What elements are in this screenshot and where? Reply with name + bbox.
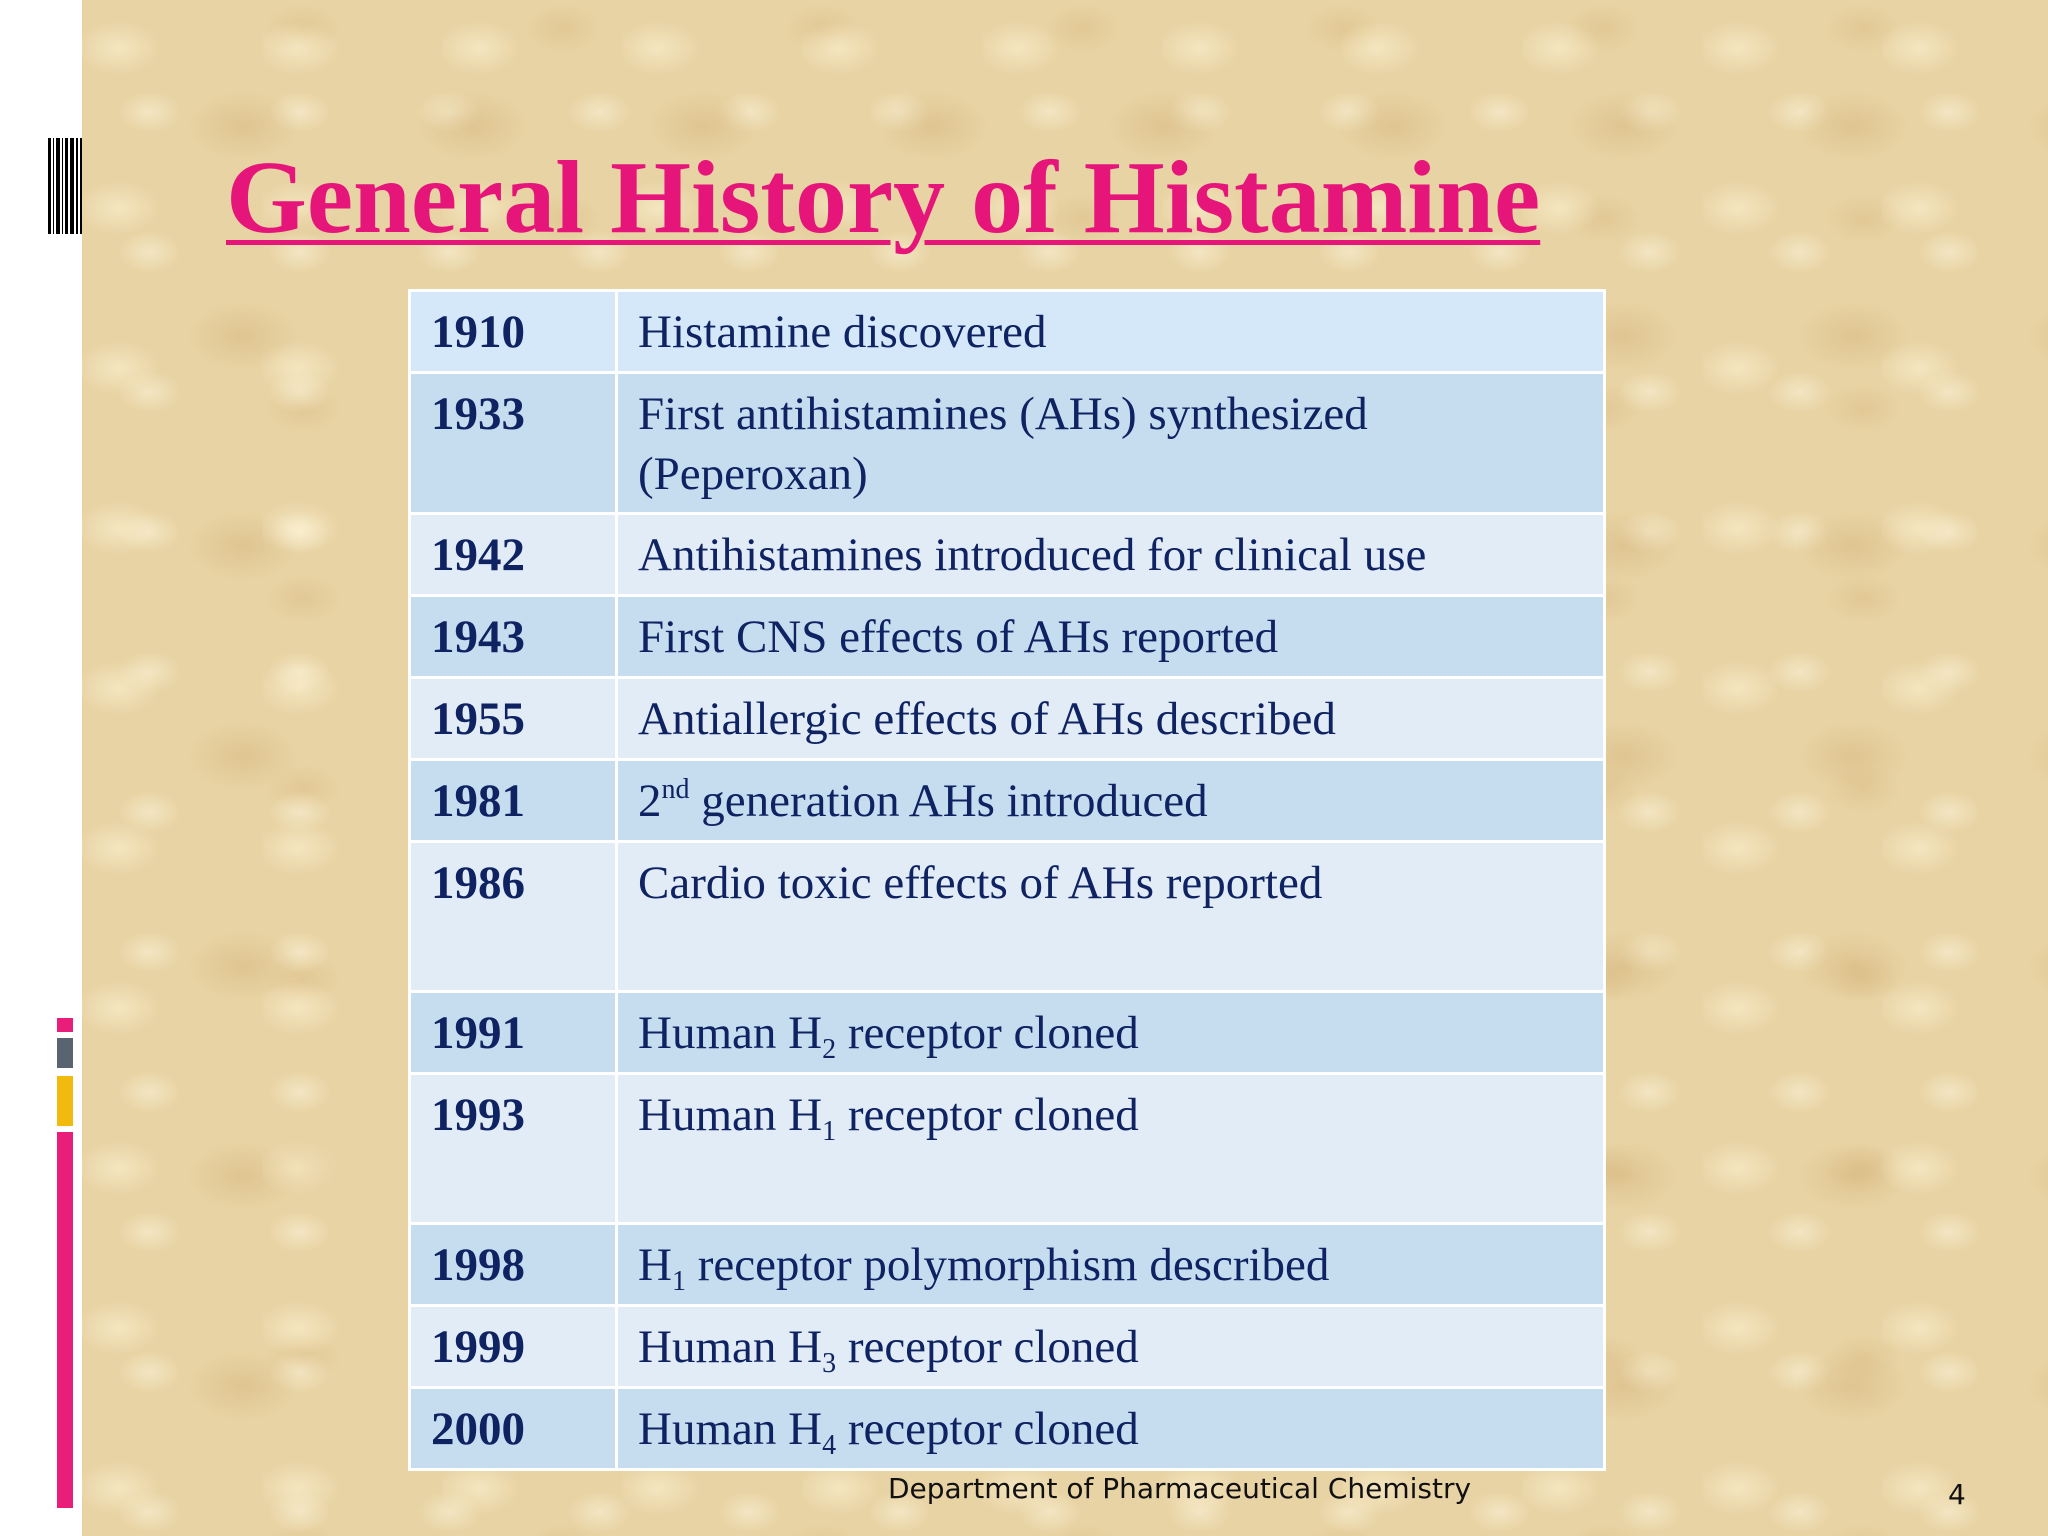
table-row — [410, 760, 1605, 842]
table-row — [410, 596, 1605, 678]
year-cell: 2000 — [410, 1388, 617, 1470]
event-cell — [617, 1388, 1605, 1470]
table-row — [410, 514, 1605, 596]
slide-title: General History of Histamine — [226, 140, 1541, 255]
event-text-post: receptor polymorphism described — [685, 1239, 1330, 1291]
event-text-pre: Human H — [638, 1007, 823, 1059]
event-text-pre: Human H — [638, 1321, 823, 1373]
year-cell: 1981 — [410, 760, 617, 842]
event-cell: First CNS effects of AHs reported — [617, 596, 1605, 678]
table-row — [410, 678, 1605, 760]
year-cell: 1955 — [410, 678, 617, 760]
event-text-post: receptor cloned — [836, 1007, 1139, 1059]
year-cell: 1993 — [410, 1074, 617, 1224]
accent-bar-pink-long — [57, 1132, 73, 1508]
year-cell: 1986 — [410, 842, 617, 992]
event-cell — [617, 1224, 1605, 1306]
event-text-pre: H — [638, 1239, 672, 1291]
event-cell — [617, 1074, 1605, 1224]
table-row — [410, 842, 1605, 992]
accent-bar-yellow — [57, 1076, 73, 1126]
event-cell — [617, 1306, 1605, 1388]
accent-bar-gray — [57, 1038, 73, 1068]
table-row — [410, 1388, 1605, 1470]
barcode-decoration — [48, 138, 82, 234]
page-number: 4 — [1948, 1478, 1966, 1511]
slide-footer: Department of Pharmaceutical Chemistry — [888, 1472, 1472, 1505]
receptor-subscript: 1 — [671, 1266, 686, 1297]
ordinal-suffix: nd — [661, 774, 690, 805]
year-cell: 1910 — [410, 291, 617, 373]
receptor-subscript: 2 — [822, 1034, 837, 1065]
event-cell — [617, 760, 1605, 842]
table-row — [410, 373, 1605, 514]
history-table — [408, 289, 1606, 1471]
event-text-post: receptor cloned — [836, 1089, 1139, 1141]
table-row — [410, 291, 1605, 373]
year-cell: 1943 — [410, 596, 617, 678]
event-text-post: receptor cloned — [836, 1403, 1139, 1455]
year-cell: 1999 — [410, 1306, 617, 1388]
accent-bar-pink-small — [57, 1018, 73, 1032]
table-row — [410, 1224, 1605, 1306]
year-cell: 1998 — [410, 1224, 617, 1306]
receptor-subscript: 1 — [822, 1116, 837, 1147]
event-text-post: receptor cloned — [836, 1321, 1139, 1373]
event-cell: Antihistamines introduced for clinical use — [617, 514, 1605, 596]
event-text-pre: 2 — [638, 775, 662, 827]
event-text-pre: Human H — [638, 1089, 823, 1141]
receptor-subscript: 3 — [822, 1348, 837, 1379]
year-cell: 1942 — [410, 514, 617, 596]
event-cell: First antihistamines (AHs) synthesized (Peperoxan) — [617, 373, 1605, 514]
table-row — [410, 1074, 1605, 1224]
year-cell: 1933 — [410, 373, 617, 514]
event-cell: Histamine discovered — [617, 291, 1605, 373]
year-cell: 1991 — [410, 992, 617, 1074]
event-cell: Antiallergic effects of AHs described — [617, 678, 1605, 760]
receptor-subscript: 4 — [822, 1430, 837, 1461]
event-text-post: generation AHs introduced — [689, 775, 1208, 827]
event-text-pre: Human H — [638, 1403, 823, 1455]
table-row — [410, 992, 1605, 1074]
event-cell: Cardio toxic effects of AHs reported — [617, 842, 1605, 992]
table-row — [410, 1306, 1605, 1388]
event-cell — [617, 992, 1605, 1074]
